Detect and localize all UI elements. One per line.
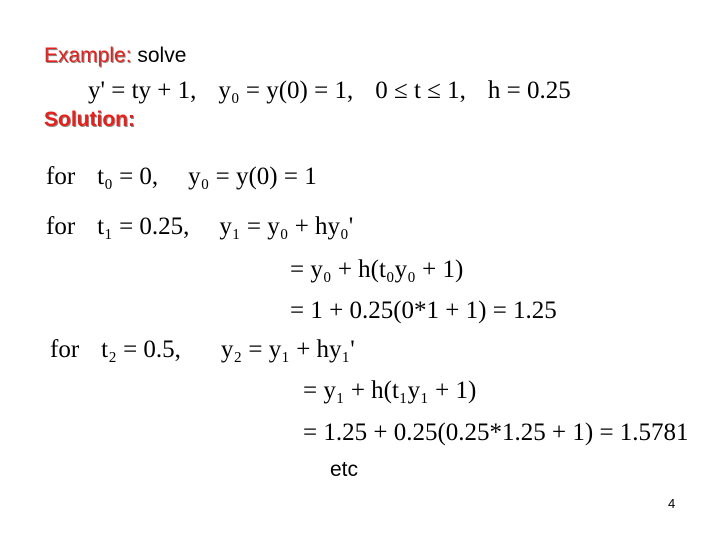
step-line-4: = 1 + 0.25(0*1 + 1) = 1.25: [290, 297, 557, 324]
problem-initial-condition: y₀ = y(0) = 1,: [218, 77, 354, 104]
step-2-time: t₁ = 0.25,: [97, 213, 190, 240]
step-3-time: t₂ = 0.5,: [101, 336, 181, 363]
solution-label: Solution:: [44, 108, 135, 131]
step-line-1: [46, 164, 317, 189]
step-1-value: y₀ = y(0) = 1: [188, 163, 317, 190]
step-line-7: = 1.25 + 0.25(0.25*1.25 + 1) = 1.5781: [303, 419, 689, 446]
example-text: solve: [131, 44, 187, 67]
step-2-formula: y₁ = y₀ + hy₀': [219, 213, 354, 240]
problem-interval: 0 ≤ t ≤ 1,: [375, 77, 466, 104]
etc-label: etc: [330, 458, 359, 481]
example-heading: [44, 44, 186, 68]
step-line-2: [46, 214, 353, 239]
step-line-3: = y₀ + h(t₀y₀ + 1): [290, 256, 464, 283]
for-keyword: for: [46, 213, 76, 240]
step-line-6: = y₁ + h(t₁y₁ + 1): [303, 377, 477, 404]
step-1-time: t₀ = 0,: [97, 163, 159, 190]
problem-step-size: h = 0.25: [487, 77, 571, 104]
step-3-formula: y₂ = y₁ + hy₁': [220, 336, 355, 363]
problem-statement: [88, 78, 571, 103]
step-line-5: [50, 337, 355, 362]
for-keyword: for: [50, 336, 80, 363]
example-label: Example:: [44, 44, 132, 67]
problem-ode: y' = ty + 1,: [88, 77, 197, 104]
for-keyword: for: [46, 163, 76, 190]
page-number: 4: [668, 496, 676, 511]
